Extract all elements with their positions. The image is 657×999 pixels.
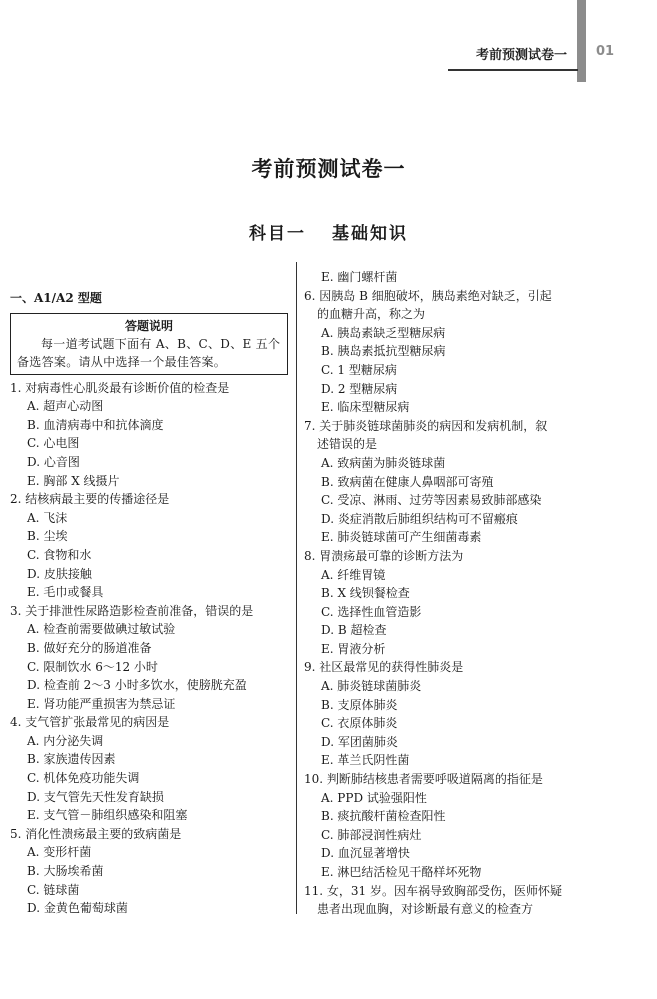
question-stem: 5. 消化性溃疡最主要的致病菌是	[10, 826, 182, 841]
answer-option: D. 炎症消散后肺组织结构可不留瘢痕	[321, 511, 518, 526]
answer-option: A. 胰岛素缺乏型糖尿病	[321, 325, 446, 340]
answer-option: A. 致病菌为肺炎链球菌	[321, 455, 446, 470]
question-stem: 10. 判断肺结核患者需要呼吸道隔离的指征是	[304, 772, 543, 787]
left-column	[10, 268, 290, 918]
answer-option: B. 痰抗酸杆菌检查阳性	[321, 809, 446, 824]
page-number: 01	[596, 44, 615, 59]
answer-option: E. 胃液分析	[321, 641, 386, 656]
question-stem: 7. 关于肺炎链球菌肺炎的病因和发病机制，叙	[304, 418, 548, 433]
answer-option: E. 淋巴结活检见干酪样坏死物	[321, 865, 482, 879]
question-stem: 1. 对病毒性心肌炎最有诊断价值的检查是	[10, 380, 230, 395]
answer-option: B. X 线钡餐检查	[321, 586, 410, 601]
header-accent-bar	[577, 0, 586, 82]
answer-option: E. 肺炎链球菌可产生细菌毒素	[321, 530, 482, 545]
answer-option: D. 心音图	[27, 454, 80, 469]
question-stem: 3. 关于排泄性尿路造影检查前准备，错误的是	[10, 603, 254, 618]
answer-option: D. 金黄色葡萄球菌	[27, 901, 128, 916]
answer-option: E. 肾功能严重损害为禁忌证	[27, 696, 176, 711]
answer-option: C. 衣原体肺炎	[321, 716, 398, 731]
right-column	[304, 268, 594, 919]
answer-option: B. 胰岛素抵抗型糖尿病	[321, 344, 446, 359]
answer-option: B. 尘埃	[27, 529, 68, 544]
column-divider	[296, 262, 297, 914]
answer-option: D. 检查前 2～3 小时多饮水，使膀胱充盈	[27, 678, 247, 693]
answer-option: D. 支气管先天性发育缺损	[27, 789, 164, 804]
answer-option: B. 支原体肺炎	[321, 697, 398, 712]
answer-option: C. 限制饮水 6～12 小时	[27, 659, 158, 674]
answer-option: E. 革兰氏阴性菌	[321, 753, 410, 768]
left-question-list	[10, 379, 290, 918]
answer-option: E. 胸部 X 线摄片	[27, 473, 120, 488]
question-stem: 4. 支气管扩张最常见的病因是	[10, 715, 170, 730]
instructions-box	[10, 313, 288, 375]
answer-option: D. B 超检查	[321, 623, 387, 638]
answer-option: E. 幽门螺杆菌	[321, 270, 398, 284]
answer-option: A. 检查前需要做碘过敏试验	[27, 622, 176, 637]
instructions-title: 答题说明	[124, 318, 173, 333]
answer-option: A. 超声心动图	[27, 399, 104, 414]
answer-option: A. 内分泌失调	[27, 733, 104, 748]
answer-option: E. 毛巾或餐具	[27, 585, 104, 600]
answer-option: A. 纤维胃镜	[321, 567, 386, 582]
question-stem: 9. 社区最常见的获得性肺炎是	[304, 660, 464, 675]
answer-option: C. 食物和水	[27, 547, 92, 562]
answer-option: C. 1 型糖尿病	[321, 362, 397, 377]
answer-option: E. 支气管－肺组织感染和阻塞	[27, 808, 188, 823]
answer-option: B. 家族遗传因素	[27, 752, 116, 767]
answer-option: B. 致病菌在健康人鼻咽部可寄殖	[321, 474, 494, 489]
question-stem-continued: 患者出现血胸，对诊断最有意义的检查方	[317, 902, 534, 917]
answer-option: B. 血清病毒中和抗体滴度	[27, 417, 164, 432]
answer-option: C. 心电图	[27, 436, 80, 451]
answer-option: D. 军团菌肺炎	[321, 734, 398, 749]
answer-option: B. 大肠埃希菌	[27, 864, 104, 879]
answer-option: C. 肺部浸润性病灶	[321, 827, 422, 842]
running-header-title: 考前预测试卷一	[475, 48, 567, 63]
right-question-list	[304, 268, 594, 919]
answer-option: B. 做好充分的肠道准备	[27, 640, 152, 655]
question-stem: 2. 结核病最主要的传播途径是	[10, 492, 170, 507]
answer-option: D. 血沉显著增快	[321, 846, 410, 861]
instructions-body: 每一道考试题下面有 A、B、C、D、E 五个备选答案。请从中选择一个最佳答案。	[17, 336, 281, 369]
question-stem-continued: 的血糖升高，称之为	[317, 307, 426, 322]
answer-option: C. 选择性血管造影	[321, 604, 422, 619]
answer-option: A. 肺炎链球菌肺炎	[321, 679, 422, 694]
question-stem: 11. 女，31 岁。因车祸导致胸部受伤，医师怀疑	[304, 883, 562, 898]
answer-option: A. 变形杆菌	[27, 845, 92, 860]
question-stem: 8. 胃溃疡最可靠的诊断方法为	[304, 548, 464, 563]
question-stem-continued: 述错误的是	[317, 437, 378, 452]
answer-option: E. 临床型糖尿病	[321, 400, 410, 415]
answer-option: A. PPD 试验强阳性	[321, 790, 427, 805]
page-subtitle: 科目一 基础知识	[249, 224, 408, 244]
page-title: 考前预测试卷一	[251, 157, 406, 181]
question-stem: 6. 因胰岛 B 细胞破坏，胰岛素绝对缺乏，引起	[304, 288, 552, 303]
header-rule	[448, 69, 578, 71]
answer-option: D. 皮肤接触	[27, 566, 92, 581]
answer-option: C. 链球菌	[27, 882, 80, 897]
section-heading: 一、A1/A2 型题	[10, 291, 102, 305]
answer-option: C. 机体免疫功能失调	[27, 771, 140, 786]
answer-option: A. 飞沫	[27, 510, 68, 525]
answer-option: C. 受凉、淋雨、过劳等因素易致肺部感染	[321, 493, 542, 508]
answer-option: D. 2 型糖尿病	[321, 381, 398, 396]
